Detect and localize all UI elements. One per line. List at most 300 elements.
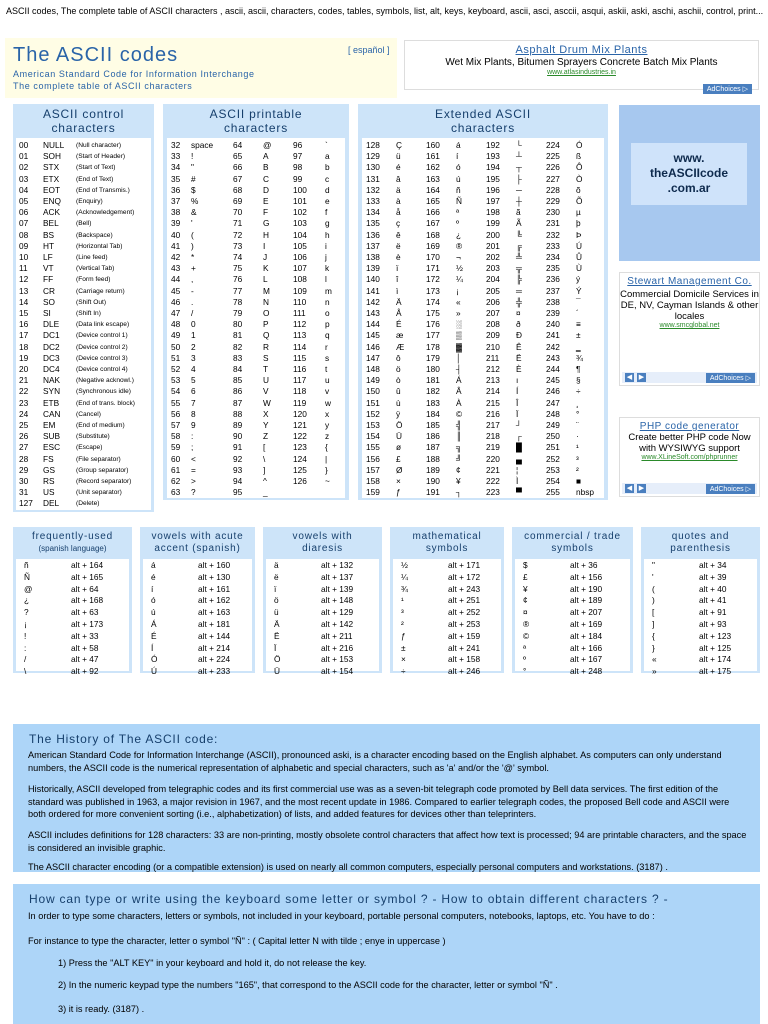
ascii-char: û [396,386,401,397]
ascii-desc: (Escape) [76,444,103,452]
history-paragraph-1: American Standard Code for Information Interchange (ASCII), pronounced aski, is a character encoding based on the English alphabet. As computers can only understand numbers, the ASCII code is the numerical representation of alphabetic and special characters, such as 'a' and/or the '@' symbol. [28,750,722,773]
table-row [644,666,757,678]
ascii-code: 160 [426,140,440,150]
alt-code: alt + 63 [71,607,99,618]
ascii-code: 236 [546,274,560,285]
table-row [515,607,630,619]
ascii-code: 170 [426,252,440,262]
ascii-code: 122 [293,431,307,442]
alt-code-panel [390,527,504,677]
ascii-code: 54 [171,386,181,397]
ascii-char: ê [396,229,401,240]
ascii-code: 120 [293,408,307,419]
table-row [16,398,151,409]
ascii-char: space [191,140,214,150]
table-row [393,631,501,643]
ascii-char: ▓ [456,341,463,352]
ascii-code: 04 [19,184,29,195]
ascii-abbr: HT [43,240,55,251]
table-row [515,572,630,584]
ascii-code: 105 [293,240,307,251]
ascii-char: E [263,196,269,206]
ascii-char: ╣ [456,420,462,430]
ascii-code: 227 [546,173,560,184]
ascii-char: d [325,184,330,195]
ascii-char: [ [263,442,266,453]
ascii-code: 57 [171,420,181,430]
ascii-char: 5 [191,375,196,386]
ascii-code: 115 [293,352,307,363]
ascii-char: Þ [576,229,582,240]
table-row [16,420,151,431]
table-row [16,619,129,631]
ascii-char: Ù [576,263,582,274]
ascii-char: 0 [191,319,196,330]
alt-code: alt + 251 [448,595,481,606]
extended-chars-table [362,138,604,498]
ascii-char: ÿ [396,408,401,419]
ascii-desc: (Backspace) [76,231,113,239]
table-row [266,654,379,666]
ascii-code: 104 [293,229,307,240]
ascii-char: N [263,296,269,307]
ascii-char: Â [456,386,462,397]
ascii-char: ┘ [516,420,522,430]
table-row [362,207,604,218]
ascii-desc: (Null character) [76,142,122,149]
ascii-char: õ [576,184,581,195]
ascii-char: ª [456,207,460,218]
ascii-code: 220 [486,453,500,464]
ascii-code: 52 [171,364,181,374]
ascii-abbr: FF [43,274,54,285]
ascii-code: 56 [171,408,181,419]
ascii-code: 203 [486,263,500,274]
table-row [16,241,151,252]
alt-char: í [151,583,154,594]
ascii-code: 70 [233,207,243,218]
ascii-code: 244 [546,364,560,374]
alt-char: £ [523,571,528,582]
table-row [362,476,604,487]
top-ad[interactable] [404,40,759,93]
ascii-char: 3 [191,352,196,363]
alt-code: alt + 154 [321,666,354,677]
ascii-abbr: CR [43,285,55,296]
ascii-char: µ [576,207,581,218]
alt-char: ® [523,619,530,629]
ascii-char: £ [396,453,401,464]
ascii-code: 198 [486,207,500,218]
side-ad-1-url[interactable]: www.smcglobal.net [659,322,720,329]
alt-char: « [652,654,657,665]
ascii-char: Ö [396,420,403,430]
ascii-code: 82 [233,341,243,352]
table-row [16,218,151,229]
ascii-code: 187 [426,442,440,453]
table-row [362,185,604,196]
ascii-abbr: NAK [43,375,61,386]
table-row [362,174,604,185]
ascii-code: 16 [19,319,29,330]
control-title-2: characters [51,121,116,135]
ascii-char: Ñ [456,196,462,206]
spanish-link[interactable]: español [353,45,385,55]
ascii-char: ° [576,408,580,419]
logo-line-3: .com.ar [667,181,711,195]
ascii-abbr: BS [43,229,55,240]
ascii-code: 218 [486,431,500,442]
ascii-code: 237 [546,285,560,296]
table-row [143,666,252,678]
alt-char: : [24,642,27,653]
table-row [16,431,151,442]
ascii-char: þ [576,218,581,229]
table-row [362,465,604,476]
table-row [362,330,604,341]
alt-panel-subtitle: accent (spanish) [154,543,241,554]
alt-code-panel [641,527,760,677]
table-row [393,654,501,666]
ascii-code: 138 [366,252,380,262]
ascii-code: 145 [366,330,380,341]
ascii-code: 181 [426,375,440,386]
alt-code: alt + 248 [570,666,603,677]
table-row [16,498,151,509]
alt-code-table [143,559,252,677]
side-ad-2-url[interactable]: www.XLineSoft.com/phprunner [641,454,738,461]
ascii-abbr: CAN [43,408,61,419]
table-row [16,342,151,353]
ascii-char: · [576,431,579,442]
ascii-code: 137 [366,240,380,251]
table-row [362,364,604,375]
alt-code: alt + 36 [570,560,598,570]
ascii-char: W [263,397,271,408]
ascii-code: 221 [486,464,500,475]
ascii-char: q [325,330,330,341]
ascii-code: 67 [233,173,243,184]
alt-code: alt + 168 [71,595,104,606]
ascii-code: 251 [546,442,560,453]
table-row [16,643,129,655]
ascii-char: ± [576,330,581,341]
ascii-code: 61 [171,464,181,475]
control-title-1: ASCII control [42,107,125,121]
ascii-char: b [325,162,330,173]
ascii-char: ½ [456,263,463,274]
history-section [13,724,760,872]
ascii-abbr: RS [43,476,55,486]
table-row [16,465,151,476]
ascii-code: 100 [293,184,307,195]
side-ad-1-title[interactable]: Stewart Management Co. [627,276,752,287]
ascii-code: 215 [486,397,500,408]
site-logo[interactable] [631,143,747,205]
table-row [16,572,129,584]
table-row [167,476,345,487]
ascii-code: 92 [233,453,243,464]
ascii-code: 22 [19,386,29,397]
alt-char: Ñ [24,571,30,582]
ascii-code: 79 [233,308,243,318]
ascii-code: 80 [233,319,243,330]
ascii-code: 182 [426,386,440,397]
ascii-code: 68 [233,184,243,195]
top-ad-url[interactable]: www.atlasindustries.in [547,69,616,76]
ascii-code: 254 [546,476,560,486]
ascii-code: 246 [546,386,560,397]
site-logo-box[interactable] [619,105,760,261]
alt-code: alt + 144 [198,630,231,641]
side-ad-2[interactable] [619,417,760,497]
top-ad-desc: Wet Mix Plants, Bitumen Sprayers Concrete Batch Mix Plants [445,57,718,68]
ascii-char: ( [191,229,194,240]
table-row [143,572,252,584]
table-row [644,654,757,666]
table-row [16,442,151,453]
ascii-char: 9 [191,420,196,430]
alt-code: alt + 93 [699,619,727,629]
ascii-code: 192 [486,140,500,150]
table-row [16,174,151,185]
table-row [644,619,757,631]
ascii-char: = [191,464,196,475]
table-row [167,319,345,330]
ascii-code: 78 [233,296,243,307]
ascii-char: Á [456,375,462,386]
ascii-code: 128 [366,140,380,150]
ascii-code: 02 [19,162,29,173]
table-row [16,252,151,263]
side-ad-2-title[interactable]: PHP code generator [639,421,740,432]
ascii-code: 66 [233,162,243,173]
alt-code: alt + 162 [198,595,231,606]
ascii-desc: (Form feed) [76,276,111,284]
howto-step-3: 3) it is ready. (3187) . [58,1004,145,1014]
ascii-desc: (Data link escape) [76,321,130,329]
ascii-desc: (Unit separator) [76,489,122,497]
alt-code-panel [512,527,633,677]
ascii-desc: (File separator) [76,455,121,463]
ascii-code: 108 [293,274,307,285]
table-row [266,572,379,584]
ascii-code: 71 [233,218,243,229]
next-arrow-icon[interactable]: ▶ [638,485,645,492]
ascii-code: 76 [233,274,243,285]
table-row [167,308,345,319]
ascii-desc: (Device control 3) [76,354,128,362]
ascii-code: 91 [233,442,243,453]
ascii-char: ╚ [516,229,522,240]
ascii-code: 202 [486,252,500,262]
ascii-code: 154 [366,431,380,442]
ascii-code: 165 [426,196,440,206]
ascii-code: 250 [546,431,560,442]
ascii-code: 59 [171,442,181,453]
ascii-char: ã [516,207,521,218]
table-row [393,619,501,631]
ascii-char: ù [396,397,401,408]
history-paragraph-2: Historically, ASCII developed from telegraphic codes and its first commercial use was as a seven-bit telegraph code promoted by Bell data services. The first edition of the standard was published in 1963, a major revision in 1967, and the most recent update in 1986. Compared to earlier telegraph codes, the proposed Bell code and ASCII were both ordered for more convenient sorting (i.e., alphabetization) of lists, and added features for devices other than teleprinters. [28,784,730,819]
ascii-code: 224 [546,140,560,150]
printable-chars-panel [163,104,349,500]
alt-char: ë [274,571,279,582]
alt-char: ] [652,619,655,629]
ascii-code: 10 [19,252,29,262]
table-row [362,151,604,162]
ascii-char: ó [456,162,461,173]
ascii-char: Q [263,330,270,341]
ascii-char: Ë [516,352,522,363]
table-row [143,595,252,607]
ascii-code: 195 [486,173,500,184]
ascii-char: u [325,375,330,386]
ascii-char: × [396,476,401,486]
ascii-code: 17 [19,330,29,341]
ascii-char: ─ [516,184,522,195]
ascii-char: ü [396,151,401,162]
table-row [515,666,630,678]
ascii-code: 38 [171,207,181,218]
alt-char: Ü [274,666,280,677]
alt-code: alt + 125 [699,642,732,653]
ascii-abbr: ENQ [43,196,61,206]
adchoices-icon[interactable]: AdChoices ▷ [703,84,752,94]
ascii-char: ╠ [516,274,522,285]
table-row [16,196,151,207]
alt-code: alt + 166 [570,642,603,653]
ascii-code: 188 [426,453,440,464]
alt-code: alt + 40 [699,583,727,594]
table-row [16,375,151,386]
alt-code: alt + 172 [448,571,481,582]
table-row [362,252,604,263]
table-row [16,319,151,330]
top-ad-title[interactable]: Asphalt Drum Mix Plants [515,44,648,56]
ascii-char: Ú [576,240,582,251]
ascii-char: ' [191,218,193,229]
table-row [515,631,630,643]
prev-arrow-icon[interactable]: ◀ [626,485,633,492]
ascii-char: f [325,207,328,218]
ascii-char: nbsp [576,487,594,498]
alt-char: ¾ [401,583,408,594]
ascii-char: « [456,296,461,307]
alt-panel-title: vowels with acute [151,531,244,542]
ascii-code: 214 [486,386,500,397]
ascii-abbr: DC4 [43,364,60,374]
alt-code-panel [140,527,255,677]
ascii-code: 51 [171,352,181,363]
alt-code: alt + 64 [71,583,99,594]
alt-char: ü [274,607,279,618]
ascii-char: ^ [263,476,267,486]
ascii-char: ╩ [516,252,522,262]
alt-char: Ë [274,630,280,641]
alt-char: ¤ [523,607,528,618]
ascii-code: 174 [426,296,440,307]
alt-char: Ä [274,619,280,629]
alt-char: Á [151,619,157,629]
alt-code: alt + 207 [570,607,603,618]
ascii-abbr: SYN [43,386,61,397]
alt-code-table [393,559,501,677]
alt-char: \ [24,666,27,677]
ascii-char: ë [396,240,401,251]
ascii-char: M [263,285,270,296]
adchoices-icon[interactable]: AdChoices ▷ [706,484,755,494]
ascii-char: ¶ [576,364,581,374]
alt-code: alt + 161 [198,583,231,594]
ascii-char: G [263,218,270,229]
table-row [16,584,129,596]
ascii-code: 99 [293,173,303,184]
ascii-desc: (Carriage return) [76,287,125,295]
table-row [266,643,379,655]
history-paragraph-4: The ASCII character encoding (or a compatible extension) is used on nearly all common computers, especially personal computers and workstations. (3187) . [28,862,668,872]
ascii-code: 65 [233,151,243,162]
alt-code: alt + 246 [448,666,481,677]
ascii-abbr: ESC [43,442,61,453]
alt-char: ( [652,583,655,594]
ascii-code: 124 [293,453,307,464]
table-row [515,654,630,666]
ascii-code: 149 [366,375,380,386]
ascii-code: 243 [546,352,560,363]
howto-step-2: 2) In the numeric keypad type the numbers "165", that correspond to the ASCII code for the character, letter or symbol "Ñ" . [58,980,558,990]
alt-char: º [523,654,527,665]
alt-char: ƒ [401,630,406,641]
table-row [16,151,151,162]
table-row [393,572,501,584]
table-row [167,274,345,285]
ascii-code: 159 [366,487,380,498]
table-row [644,560,757,572]
adchoices-icon[interactable]: AdChoices ▷ [706,373,755,383]
alt-char: ³ [401,607,404,618]
ascii-char: @ [263,140,272,150]
ascii-code: 35 [171,173,181,184]
alt-code-table [16,559,129,677]
table-row [362,286,604,297]
ascii-code: 252 [546,453,560,464]
ascii-char: Ï [516,408,519,419]
ascii-code: 228 [546,184,560,195]
table-row [167,442,345,453]
side-ad-1[interactable] [619,272,760,386]
ascii-char: Ò [576,173,583,184]
prev-arrow-icon[interactable]: ◀ [626,374,633,381]
alt-code: alt + 174 [699,654,732,665]
table-row [515,595,630,607]
next-arrow-icon[interactable]: ▶ [638,374,645,381]
alt-code: alt + 253 [448,619,481,629]
ascii-abbr: SUB [43,431,61,442]
table-row [16,487,151,498]
alt-char: Ó [151,654,158,665]
alt-char: ó [151,595,156,606]
logo-line-2: theASCIIcode [649,166,728,180]
table-row [16,364,151,375]
table-row [167,409,345,420]
ascii-code: 47 [171,308,181,318]
ascii-desc: (Device control 4) [76,366,128,373]
table-row [16,595,129,607]
ascii-code: 186 [426,431,440,442]
ascii-abbr: US [43,487,55,498]
table-row [266,595,379,607]
